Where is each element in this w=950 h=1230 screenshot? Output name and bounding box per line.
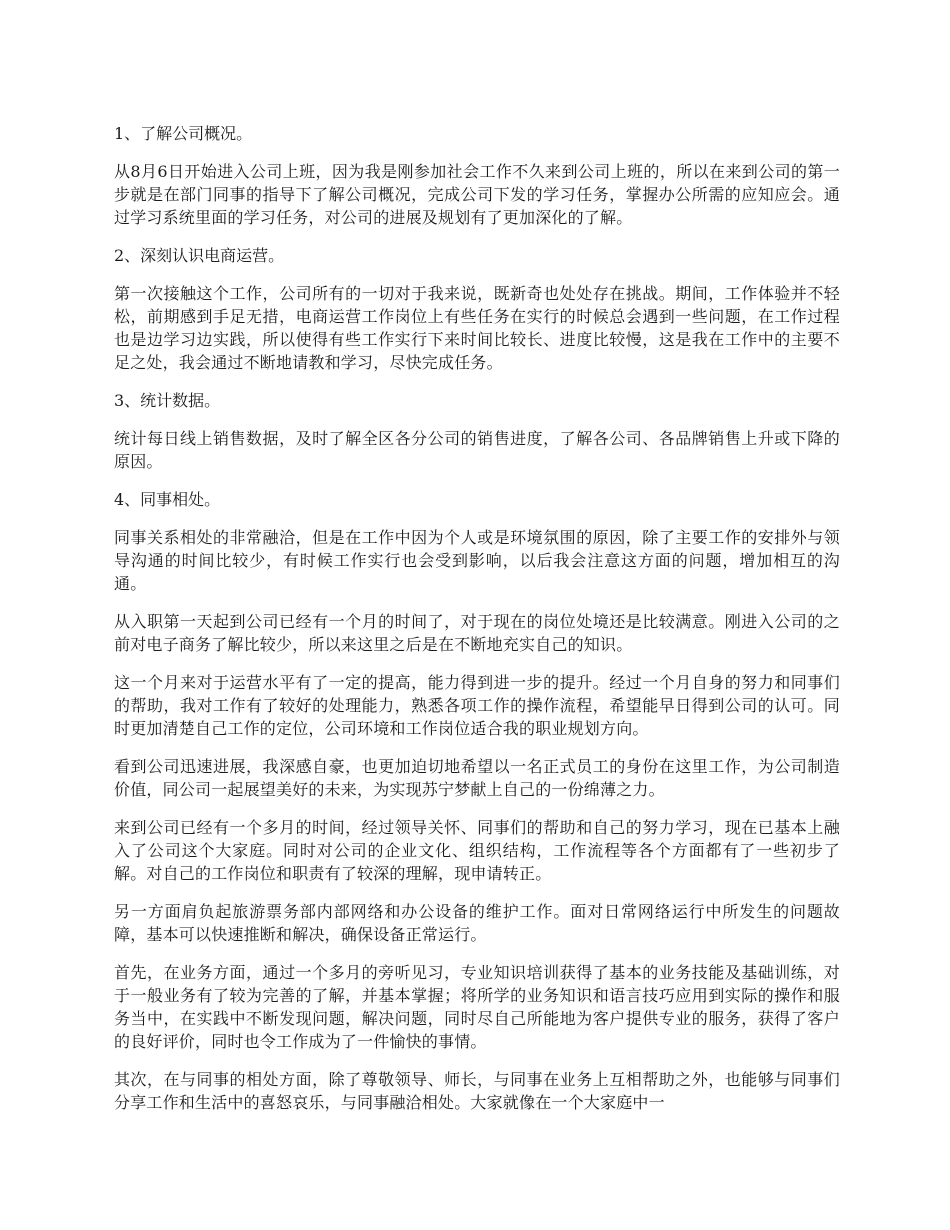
paragraph-4: 同事关系相处的非常融洽，但是在工作中因为个人或是环境氛围的原因，除了主要工作的安排外与领导沟通的时间比较少，有时候工作实行也会受到影响，以后我会注意这方面的问题，增加相互的沟通。 (114, 528, 840, 593)
paragraph-7: 看到公司迅速进展，我深感自豪，也更加迫切地希望以一名正式员工的身份在这里工作，为公司制造价值，同公司一起展望美好的未来，为实现苏宁梦献上自己的一份绵薄之力。 (114, 757, 840, 799)
section-heading-3: 3、统计数据。 (114, 391, 221, 410)
section-heading-1: 1、了解公司概况。 (114, 124, 253, 143)
paragraph-8: 来到公司已经有一个多月的时间，经过领导关怀、同事们的帮助和自己的努力学习，现在已基本上融入了公司这个大家庭。同时对公司的企业文化、组织结构，工作流程等各个方面都有了一些初步了解。对自己的工作岗位和职责有了较深的理解，现申请转正。 (114, 818, 840, 883)
paragraph-5: 从入职第一天起到公司已经有一个月的时间了，对于现在的岗位处境还是比较满意。刚进入公司的之前对电子商务了解比较少，所以来这里之后是在不断地充实自己的知识。 (114, 612, 840, 654)
paragraph-6: 这一个月来对于运营水平有了一定的提高，能力得到进一步的提升。经过一个月自身的努力和同事们的帮助，我对工作有了较好的处理能力，熟悉各项工作的操作流程，希望能早日得到公司的认可。同时更加清楚自己工作的定位，公司环境和工作岗位适合我的职业规划方向。 (114, 673, 840, 738)
paragraph-9: 另一方面肩负起旅游票务部内部网络和办公设备的维护工作。面对日常网络运行中所发生的问题故障，基本可以快速推断和解决，确保设备正常运行。 (114, 902, 840, 944)
paragraph-10: 首先，在业务方面，通过一个多月的旁听见习，专业知识培训获得了基本的业务技能及基础训练，对于一般业务有了较为完善的了解，并基本掌握；将所学的业务知识和语言技巧应用到实际的操作和服务当中，在实践中不断发现问题，解决问题，同时尽自己所能地为客户提供专业的服务，获得了客户的良好评价，同时也令工作成为了一件愉快的事情。 (114, 963, 840, 1051)
paragraph-2: 第一次接触这个工作，公司所有的一切对于我来说，既新奇也处处存在挑战。期间，工作体验并不轻松，前期感到手足无措，电商运营工作岗位上有些任务在实行的时候总会遇到一些问题，在工作过程也是边学习边实践，所以使得有些工作实行下来时间比较长、进度比较慢，这是我在工作中的主要不足之处，我会通过不断地请教和学习，尽快完成任务。 (114, 284, 840, 372)
section-heading-2: 2、深刻认识电商运营。 (114, 246, 285, 265)
section-heading-4: 4、同事相处。 (114, 490, 221, 509)
paragraph-1: 从8月6日开始进入公司上班，因为我是刚参加社会工作不久来到公司上班的，所以在来到公司的第一步就是在部门同事的指导下了解公司概况，完成公司下发的学习任务，掌握办公所需的应知应会。通过学习系统里面的学习任务，对公司的进展及规划有了更加深化的了解。 (114, 162, 840, 227)
paragraph-3: 统计每日线上销售数据，及时了解全区各分公司的销售进度，了解各公司、各品牌销售上升或下降的原因。 (114, 429, 840, 471)
paragraph-11: 其次，在与同事的相处方面，除了尊敬领导、师长，与同事在业务上互相帮助之外，也能够与同事们分享工作和生活中的喜怒哀乐，与同事融洽相处。大家就像在一个大家庭中一 (114, 1070, 840, 1112)
document-page (114, 122, 840, 1129)
